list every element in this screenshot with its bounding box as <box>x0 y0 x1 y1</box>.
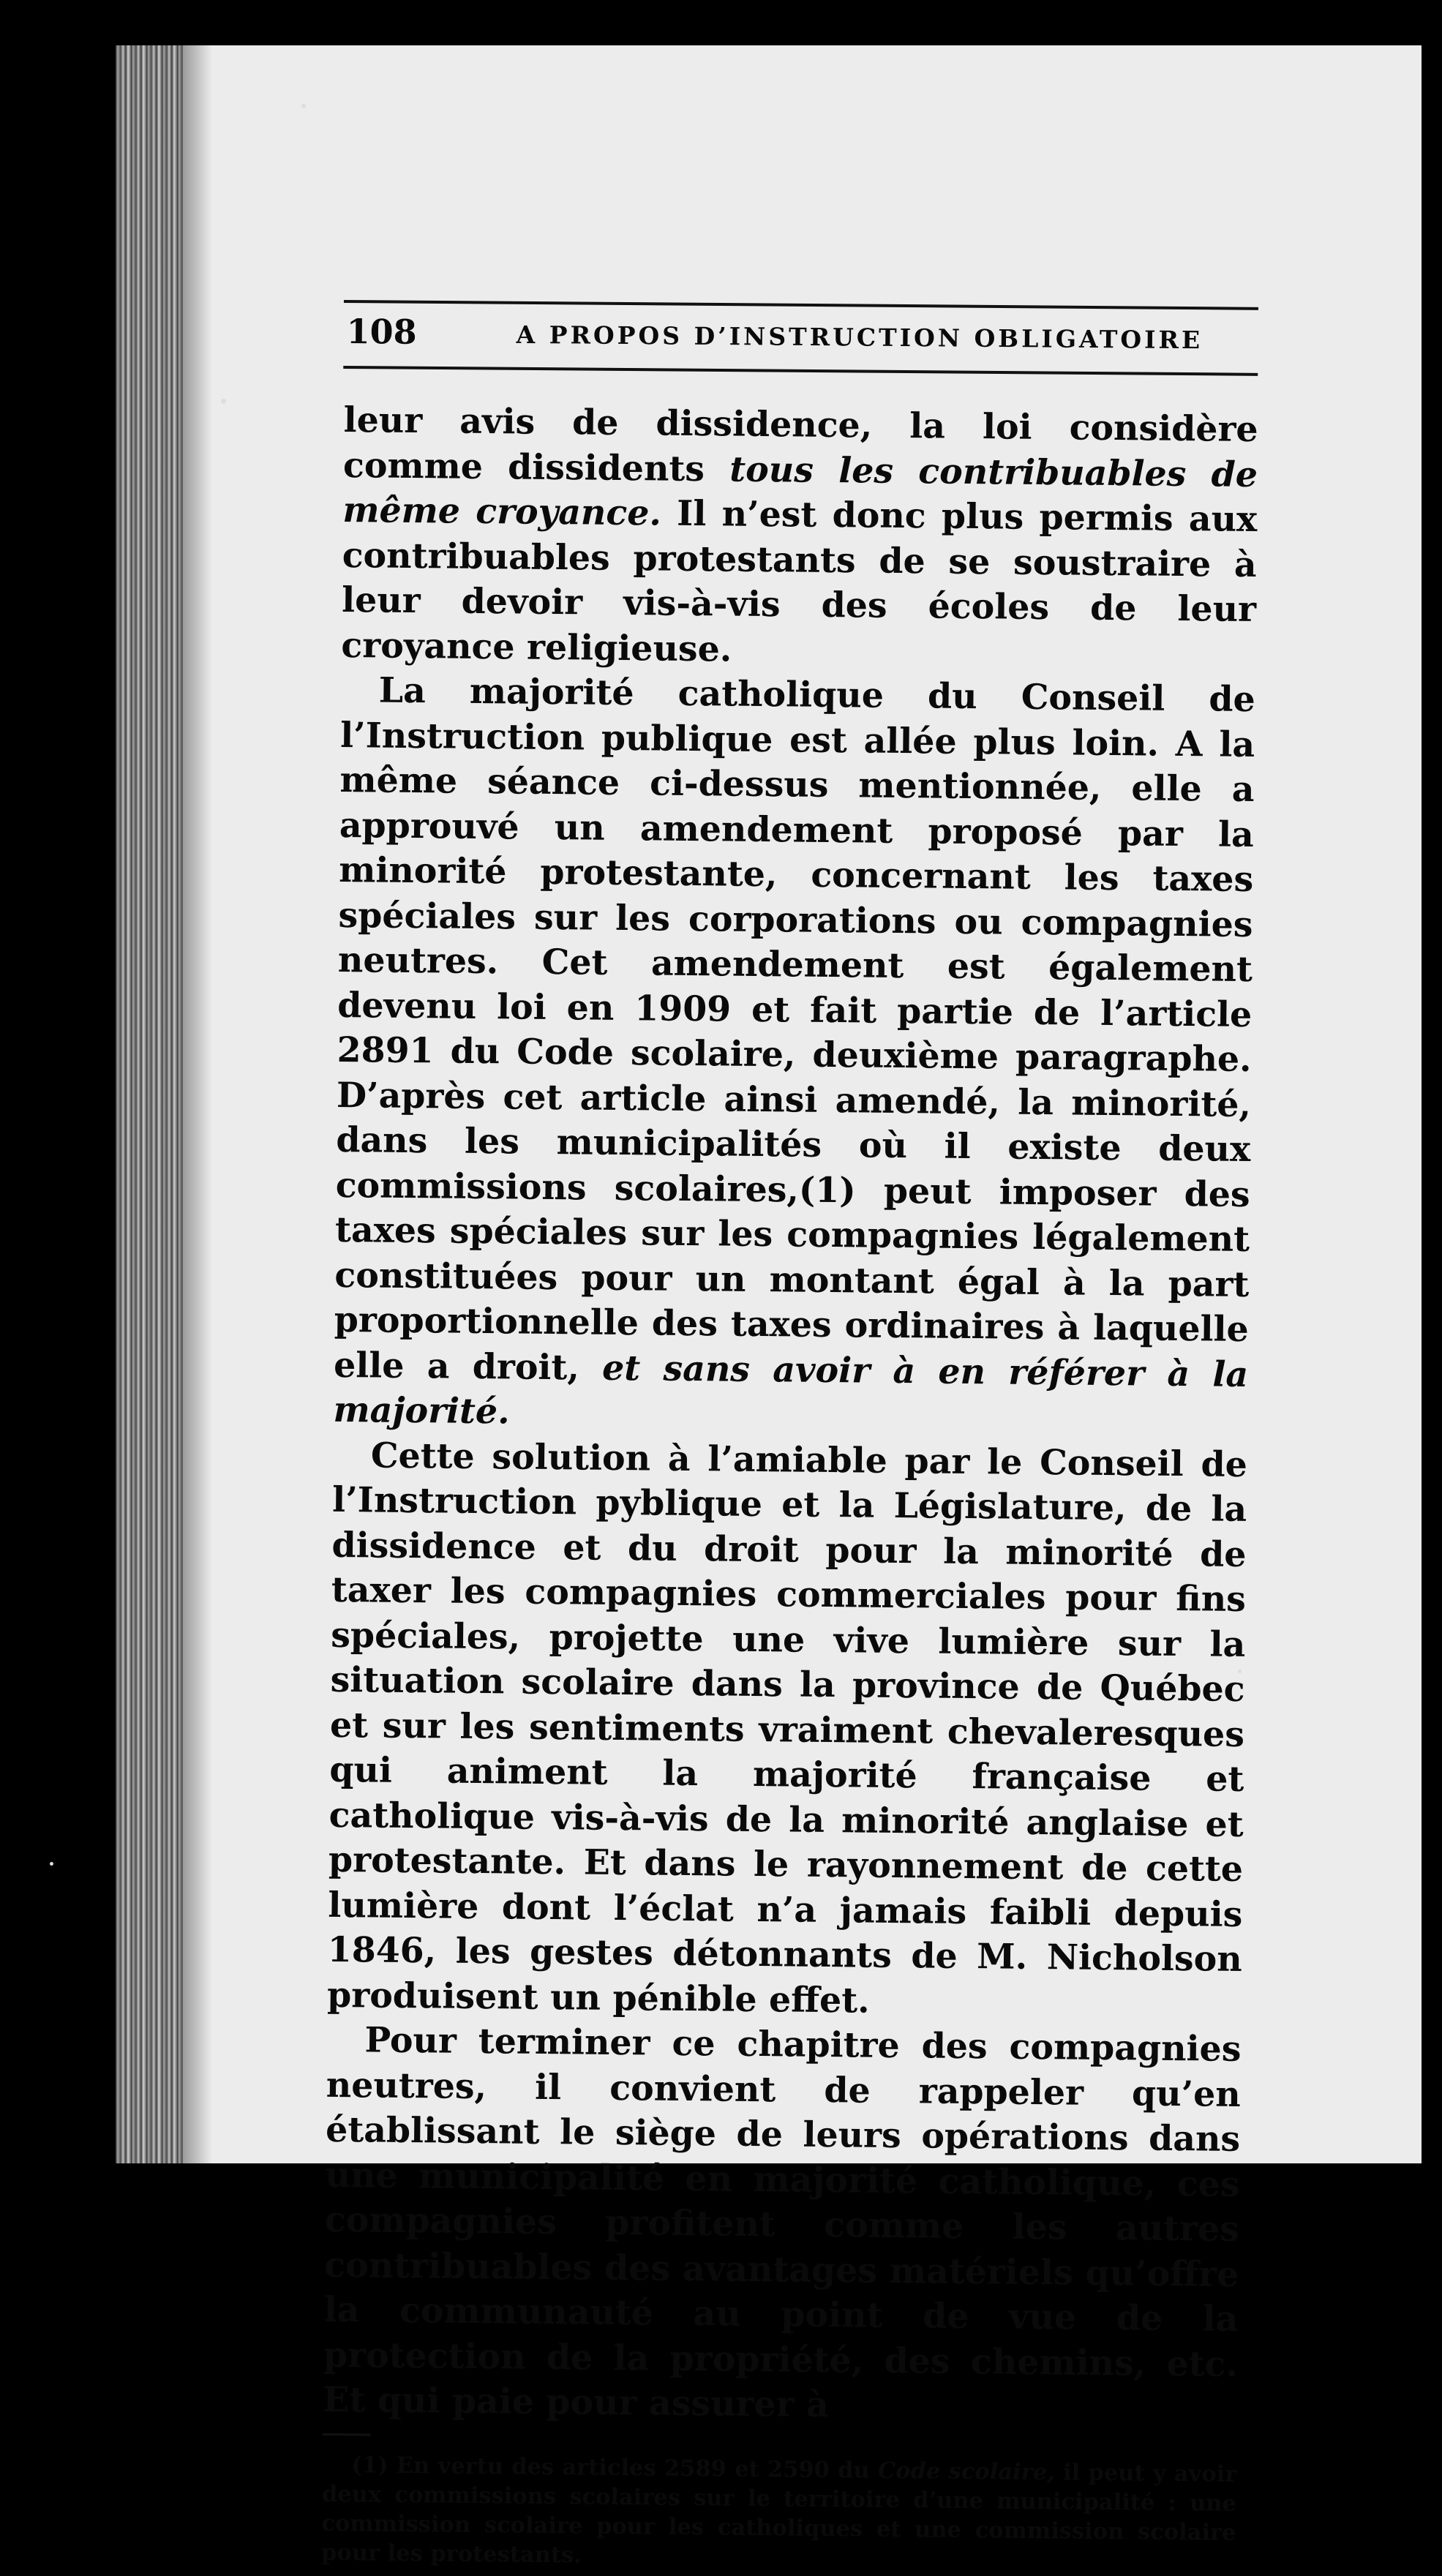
binding-shadow <box>183 45 212 2163</box>
dust-speck <box>301 104 306 108</box>
footnote <box>321 2449 1237 2576</box>
footnote-text-a: (1) En vertu des articles 2589 et 2590 du <box>351 2451 879 2484</box>
paragraph-4: Pour terminer ce chapitre des compagnies neutres, il convient de rappeler qu’en établissant le siège de leurs opérations dans une municipalité en majorité catholique, ces compagnies profitent comme les autres contribuables des avantages matériels qu’offre la communauté au point de vue de la protection de la propriété, des chemins, etc. Et qui paie pour assurer à <box>323 2019 1242 2426</box>
paragraph-1-italic: tous les contribuables de même croyance. <box>342 448 1258 534</box>
paragraph-2-italic: et sans avoir à en référer à la majorité. <box>333 1347 1249 1432</box>
footnote-text-b: il peut y avoir deux commissions scolaires sur le territoire d’une municipalité : une commission scolaire pour les catholiques et une commission scolaire pour les protestants. <box>320 2458 1237 2569</box>
footnote-divider <box>323 2433 371 2436</box>
page-number: 108 <box>346 312 417 352</box>
book-binding-edge <box>116 45 183 2163</box>
running-title: A PROPOS D’INSTRUCTION OBLIGATOIRE <box>516 320 1203 355</box>
dust-speck <box>50 1862 53 1866</box>
paragraph-2 <box>333 668 1255 1443</box>
paragraph-1 <box>341 398 1258 677</box>
paragraph-2-text: La majorité catholique du Conseil de l’Instruction publique est allée plus loin. A la même séance ci-dessus mentionnée, elle a approuvé un amendement proposé par la minorité protestante, concernant les taxes spéciales sur les corporations ou compagnies neutres. Cet amendement est également devenu loi en 1909 et fait partie de l’article 2891 du Code scolaire, deuxième paragraphe. D’après cet article ainsi amendé, la minorité, dans les municipalités où il existe deux commissions scolaires,(1) peut imposer des taxes spéciales sur les compagnies légalement constituées pour un montant égal à la part proportionnelle des taxes ordinaires à laquelle elle a droit, <box>333 669 1256 1389</box>
book-page <box>320 300 1258 2569</box>
paragraph-3: Cette solution à l’amiable par le Conseil de l’Instruction pyblique et la Législature, de la dissidence et du droit pour la minorité de taxer les compagnies commerciales pour fins spéciales, projette une vive lumière sur la situation scolaire dans la province de Québec et sur les sentiments vraiment chevaleresques qui animent la majorité française et catholique vis-à-vis de la minorité anglaise et protestante. Et dans le rayonnement de cette lumière dont l’éclat n’a jamais faibli depuis 1846, les gestes détonnants de M. Nicholson produisent un pénible effet. <box>326 1434 1248 2021</box>
dust-speck <box>221 399 226 404</box>
page-header <box>343 300 1258 376</box>
paragraph-1-text-a: leur avis de dissidence, la loi considère comme dissidents <box>342 399 1258 490</box>
footnote-italic: Code scolaire, <box>877 2457 1055 2485</box>
paragraph-1-text-b: Il n’est donc plus permis aux contribuables protestants de se soustraire à leur devoir vis-à-vis des écoles de leur croyance religieuse. <box>341 492 1258 670</box>
body-text <box>321 398 1258 2576</box>
